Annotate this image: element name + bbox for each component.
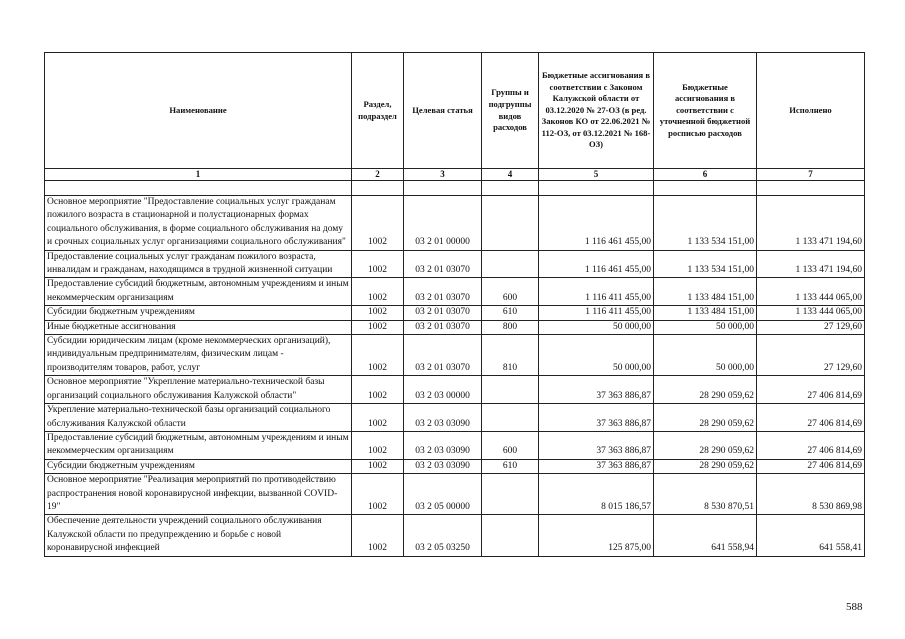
name-cell: Субсидии бюджетным учреждениям [45,306,352,320]
column-number: 7 [757,169,865,181]
header-row [45,53,865,169]
section-cell: 1002 [352,196,404,251]
name-cell: Иные бюджетные ассигнования [45,320,352,334]
budget-law-cell: 50 000,00 [539,320,654,334]
table-row [45,376,865,404]
executed-cell: 27 129,60 [757,320,865,334]
budget-law-cell: 8 015 186,57 [539,474,654,515]
table-row [45,459,865,473]
budget-revised-cell: 28 290 059,62 [654,376,757,404]
table-row [45,335,865,376]
name-cell: Укрепление материально-технической базы организаций социального обслуживания Калужской области [45,404,352,432]
budget-revised-cell: 1 133 484 151,00 [654,306,757,320]
header-name: Наименование [45,53,352,169]
table-row [45,306,865,320]
article-cell: 03 2 01 03070 [404,306,482,320]
budget-revised-cell: 28 290 059,62 [654,431,757,459]
budget-revised-cell: 641 558,94 [654,515,757,556]
budget-revised-cell: 1 133 534 151,00 [654,196,757,251]
budget-law-cell: 37 363 886,87 [539,459,654,473]
table-row [45,250,865,278]
column-number: 2 [352,169,404,181]
column-number: 5 [539,169,654,181]
article-cell: 03 2 03 03090 [404,459,482,473]
section-cell: 1002 [352,376,404,404]
budget-law-cell: 50 000,00 [539,335,654,376]
column-number: 6 [654,169,757,181]
article-cell: 03 2 05 03250 [404,515,482,556]
name-cell: Субсидии юридическим лицам (кроме некоммерческих организаций), индивидуальным предпринимателям, физическим лицам - производителям товаров, работ, услуг [45,335,352,376]
spacer-row [45,181,865,196]
article-cell: 03 2 03 00000 [404,376,482,404]
group-cell [482,515,539,556]
executed-cell: 1 133 444 065,00 [757,278,865,306]
name-cell: Субсидии бюджетным учреждениям [45,459,352,473]
budget-table [44,52,865,557]
executed-cell: 27 406 814,69 [757,431,865,459]
section-cell: 1002 [352,278,404,306]
budget-revised-cell: 50 000,00 [654,320,757,334]
group-cell [482,196,539,251]
header-article: Целевая статья [404,53,482,169]
section-cell: 1002 [352,250,404,278]
group-cell [482,376,539,404]
budget-law-cell: 37 363 886,87 [539,431,654,459]
article-cell: 03 2 05 00000 [404,474,482,515]
group-cell: 610 [482,459,539,473]
article-cell: 03 2 01 03070 [404,250,482,278]
budget-law-cell: 37 363 886,87 [539,376,654,404]
section-cell: 1002 [352,459,404,473]
group-cell: 810 [482,335,539,376]
section-cell: 1002 [352,474,404,515]
name-cell: Основное мероприятие "Укрепление материально-технической базы организаций социального обслуживания Калужской области" [45,376,352,404]
budget-law-cell: 1 116 411 455,00 [539,278,654,306]
budget-law-cell: 1 116 461 455,00 [539,196,654,251]
budget-law-cell: 1 116 461 455,00 [539,250,654,278]
group-cell: 600 [482,278,539,306]
article-cell: 03 2 01 00000 [404,196,482,251]
article-cell: 03 2 01 03070 [404,278,482,306]
table-row [45,431,865,459]
executed-cell: 27 129,60 [757,335,865,376]
section-cell: 1002 [352,404,404,432]
budget-law-cell: 37 363 886,87 [539,404,654,432]
executed-cell: 27 406 814,69 [757,376,865,404]
name-cell: Основное мероприятие "Предоставление социальных услуг гражданам пожилого возраста в стационарной и полустационарных формах социального обслуживания, в форме социального обслуживания на дому и срочных социальных услуг организациями социального обслуживания" [45,196,352,251]
executed-cell: 27 406 814,69 [757,404,865,432]
name-cell: Основное мероприятие "Реализация мероприятий по противодействию распространения новой коронавирусной инфекции, вызванной COVID-19" [45,474,352,515]
header-group: Группы и подгруппы видов расходов [482,53,539,169]
name-cell: Предоставление социальных услуг гражданам пожилого возраста, инвалидам и гражданам, находящимся в трудной жизненной ситуации [45,250,352,278]
section-cell: 1002 [352,320,404,334]
name-cell: Предоставление субсидий бюджетным, автономным учреждениям и иным некоммерческим организациям [45,431,352,459]
section-cell: 1002 [352,431,404,459]
column-number: 3 [404,169,482,181]
name-cell: Предоставление субсидий бюджетным, автономным учреждениям и иным некоммерческим организациям [45,278,352,306]
budget-revised-cell: 28 290 059,62 [654,459,757,473]
column-number: 4 [482,169,539,181]
group-cell [482,250,539,278]
name-cell: Обеспечение деятельности учреждений социального обслуживания Калужской области по предупреждению и борьбе с новой коронавирусной инфекцией [45,515,352,556]
table-row [45,196,865,251]
budget-revised-cell: 28 290 059,62 [654,404,757,432]
executed-cell: 1 133 471 194,60 [757,250,865,278]
executed-cell: 641 558,41 [757,515,865,556]
budget-revised-cell: 1 133 484 151,00 [654,278,757,306]
header-section: Раздел, подраздел [352,53,404,169]
budget-revised-cell: 50 000,00 [654,335,757,376]
section-cell: 1002 [352,515,404,556]
group-cell: 800 [482,320,539,334]
table-body [45,181,865,557]
group-cell: 610 [482,306,539,320]
table-row [45,278,865,306]
column-number-row [45,169,865,181]
executed-cell: 27 406 814,69 [757,459,865,473]
table-row [45,474,865,515]
header-budget-law: Бюджетные ассигнования в соответствии с Законом Калужской области от 03.12.2020 № 27-ОЗ (в ред. Законов КО от 22.06.2021 № 112-ОЗ, от 03.12.2021 № 168-ОЗ) [539,53,654,169]
table-row [45,515,865,556]
column-number: 1 [45,169,352,181]
group-cell [482,474,539,515]
article-cell: 03 2 01 03070 [404,320,482,334]
budget-revised-cell: 1 133 534 151,00 [654,250,757,278]
article-cell: 03 2 01 03070 [404,335,482,376]
page-number: 588 [846,601,863,613]
article-cell: 03 2 03 03090 [404,431,482,459]
executed-cell: 1 133 471 194,60 [757,196,865,251]
executed-cell: 1 133 444 065,00 [757,306,865,320]
section-cell: 1002 [352,306,404,320]
table-row [45,404,865,432]
table-row [45,320,865,334]
article-cell: 03 2 03 03090 [404,404,482,432]
budget-law-cell: 1 116 411 455,00 [539,306,654,320]
budget-revised-cell: 8 530 870,51 [654,474,757,515]
group-cell [482,404,539,432]
executed-cell: 8 530 869,98 [757,474,865,515]
header-executed: Исполнено [757,53,865,169]
section-cell: 1002 [352,335,404,376]
header-budget-revised: Бюджетные ассигнования в соответствии с уточненной бюджетной росписью расходов [654,53,757,169]
budget-law-cell: 125 875,00 [539,515,654,556]
group-cell: 600 [482,431,539,459]
